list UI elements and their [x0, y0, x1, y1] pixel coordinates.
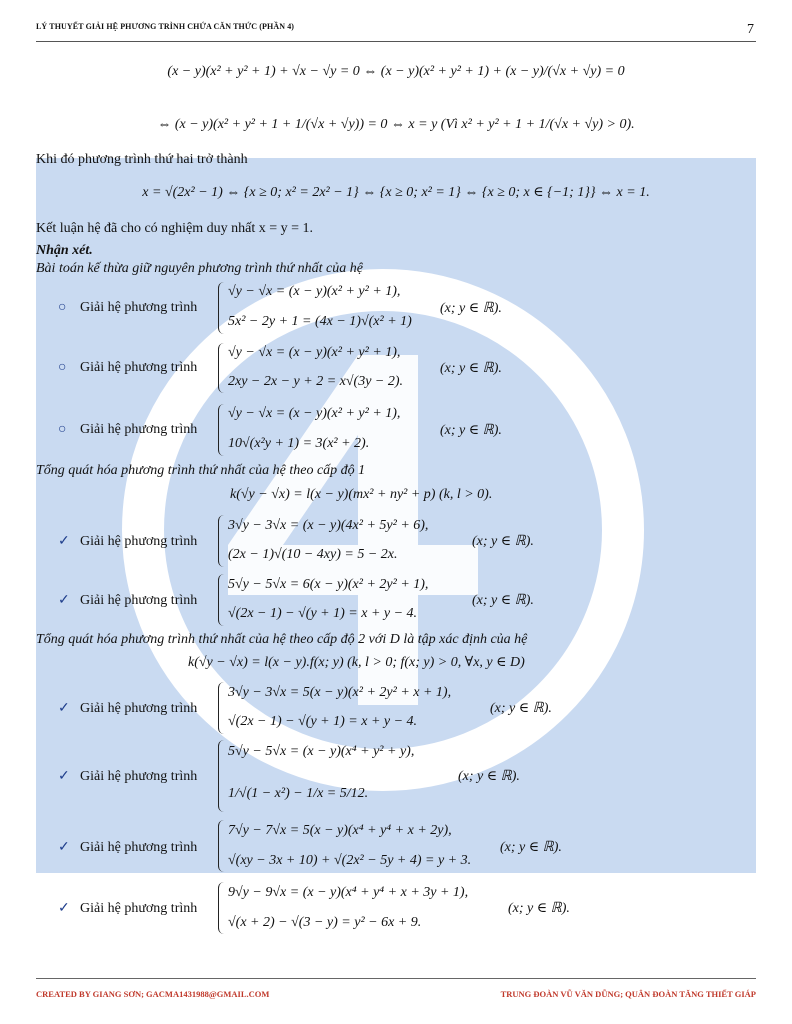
system-eq-2: √(x + 2) − √(3 − y) = y² − 6x + 9.	[228, 915, 422, 930]
domain-text: (x; y ∈ ℝ).	[490, 701, 552, 716]
brace-icon	[218, 682, 225, 734]
problem-item	[58, 422, 197, 438]
domain-text: (x; y ∈ ℝ).	[458, 769, 520, 784]
intro-text: Khi đó phương trình thứ hai trở thành	[36, 152, 248, 167]
brace-icon	[218, 882, 225, 934]
system-eq-1: 5√y − 5√x = (x − y)(x⁴ + y² + y),	[228, 744, 415, 759]
system-eq-2: 1/√(1 − x²) − 1/x = 5/12.	[228, 786, 369, 801]
check-bullet-icon: ✓	[58, 534, 70, 549]
level2-formula: k(√y − √x) = l(x − y).f(x; y) (k, l > 0; f(x; y) > 0, ∀x, y ∈ D)	[188, 655, 525, 670]
brace-icon	[218, 282, 225, 334]
domain-text: (x; y ∈ ℝ).	[500, 840, 562, 855]
system-eq-2: √(xy − 3x + 10) + √(2x² − 5y + 4) = y + 3.	[228, 853, 472, 868]
problem-item	[58, 900, 197, 917]
problem-label: Giải hệ phương trình	[80, 534, 198, 549]
check-bullet-icon: ✓	[58, 593, 70, 608]
brace-icon	[218, 404, 225, 456]
footer-rule	[36, 978, 756, 979]
circle-bullet-icon: ○	[58, 300, 67, 315]
problem-item	[58, 300, 197, 316]
system-eq-2: √(2x − 1) − √(y + 1) = x + y − 4.	[228, 606, 418, 621]
system-eq-1: 9√y − 9√x = (x − y)(x⁴ + y⁴ + x + 3y + 1),	[228, 885, 469, 900]
system-eq-1: 3√y − 3√x = 5(x − y)(x² + 2y² + x + 1),	[228, 685, 452, 700]
level1-heading: Tổng quát hóa phương trình thứ nhất của hệ theo cấp độ 1	[36, 463, 366, 478]
problem-item	[58, 700, 197, 717]
intro-equation-2: ⇔ (x − y)(x² + y² + 1 + 1/(√x + √y)) = 0 ⇔ x = y (Vì x² + y² + 1 + 1/(√x + √y) > 0).	[157, 117, 635, 132]
intro-equation-1: (x − y)(x² + y² + 1) + √x − √y = 0 ⇔ (x − y)(x² + y² + 1) + (x − y)/(√x + √y) = 0	[167, 64, 625, 79]
problem-label: Giải hệ phương trình	[80, 593, 198, 608]
problem-item	[58, 839, 197, 856]
system-eq-2: (2x − 1)√(10 − 4xy) = 5 − 2x.	[228, 547, 398, 562]
check-bullet-icon: ✓	[58, 840, 70, 855]
problem-item	[58, 768, 197, 785]
remark-heading: Nhận xét.	[36, 243, 93, 258]
domain-text: (x; y ∈ ℝ).	[440, 301, 502, 316]
problem-item	[58, 533, 197, 550]
problem-item	[58, 360, 197, 376]
system-eq-2: √(2x − 1) − √(y + 1) = x + y − 4.	[228, 714, 418, 729]
intro-equation-3: x = √(2x² − 1) ⇔ {x ≥ 0; x² = 2x² − 1} ⇔ {x ≥ 0; x² = 1} ⇔ {x ≥ 0; x ∈ {−1; 1}} ⇔ x = 1.	[142, 185, 650, 200]
system-eq-2: 2xy − 2x − y + 2 = x√(3y − 2).	[228, 374, 404, 389]
remark-line: Bài toán kế thừa giữ nguyên phương trình thứ nhất của hệ	[36, 261, 363, 276]
problem-label: Giải hệ phương trình	[80, 360, 198, 375]
page-header-title: LÝ THUYẾT GIẢI HỆ PHƯƠNG TRÌNH CHỨA CĂN THỨC (PHẦN 4)	[36, 22, 295, 31]
domain-text: (x; y ∈ ℝ).	[440, 423, 502, 438]
brace-icon	[218, 343, 225, 393]
brace-icon	[218, 740, 225, 812]
page-number: 7	[747, 22, 754, 37]
level1-formula: k(√y − √x) = l(x − y)(mx² + ny² + p) (k, l > 0).	[230, 487, 493, 502]
brace-icon	[218, 820, 225, 872]
problem-label: Giải hệ phương trình	[80, 422, 198, 437]
check-bullet-icon: ✓	[58, 901, 70, 916]
system-eq-1: √y − √x = (x − y)(x² + y² + 1),	[228, 406, 401, 421]
system-eq-1: √y − √x = (x − y)(x² + y² + 1),	[228, 284, 401, 299]
system-eq-1: √y − √x = (x − y)(x² + y² + 1),	[228, 345, 401, 360]
problem-label: Giải hệ phương trình	[80, 769, 198, 784]
domain-text: (x; y ∈ ℝ).	[472, 534, 534, 549]
level2-heading: Tổng quát hóa phương trình thứ nhất của hệ theo cấp độ 2 với D là tập xác định của hệ	[36, 632, 528, 647]
conclusion-text: Kết luận hệ đã cho có nghiệm duy nhất x = y = 1.	[36, 221, 314, 236]
problem-label: Giải hệ phương trình	[80, 901, 198, 916]
domain-text: (x; y ∈ ℝ).	[440, 361, 502, 376]
problem-label: Giải hệ phương trình	[80, 701, 198, 716]
circle-bullet-icon: ○	[58, 360, 67, 375]
system-eq-1: 3√y − 3√x = (x − y)(4x² + 5y² + 6),	[228, 518, 429, 533]
footer-left: CREATED BY GIANG SƠN; GACMA1431988@GMAIL.COM	[36, 989, 270, 999]
brace-icon	[218, 515, 225, 567]
problem-label: Giải hệ phương trình	[80, 840, 198, 855]
footer-right: TRUNG ĐOÀN VŨ VĂN DŨNG; QUÂN ĐOÀN TĂNG THIẾT GIÁP	[500, 989, 756, 999]
problem-label: Giải hệ phương trình	[80, 300, 198, 315]
domain-text: (x; y ∈ ℝ).	[508, 901, 570, 916]
problem-item	[58, 592, 197, 609]
brace-icon	[218, 574, 225, 626]
circle-bullet-icon: ○	[58, 422, 67, 437]
system-eq-1: 5√y − 5√x = 6(x − y)(x² + 2y² + 1),	[228, 577, 429, 592]
check-bullet-icon: ✓	[58, 701, 70, 716]
check-bullet-icon: ✓	[58, 769, 70, 784]
system-eq-2: 10√(x²y + 1) = 3(x² + 2).	[228, 436, 370, 451]
system-eq-2: 5x² − 2y + 1 = (4x − 1)√(x² + 1)	[228, 314, 412, 329]
domain-text: (x; y ∈ ℝ).	[472, 593, 534, 608]
system-eq-1: 7√y − 7√x = 5(x − y)(x⁴ + y⁴ + x + 2y),	[228, 823, 452, 838]
